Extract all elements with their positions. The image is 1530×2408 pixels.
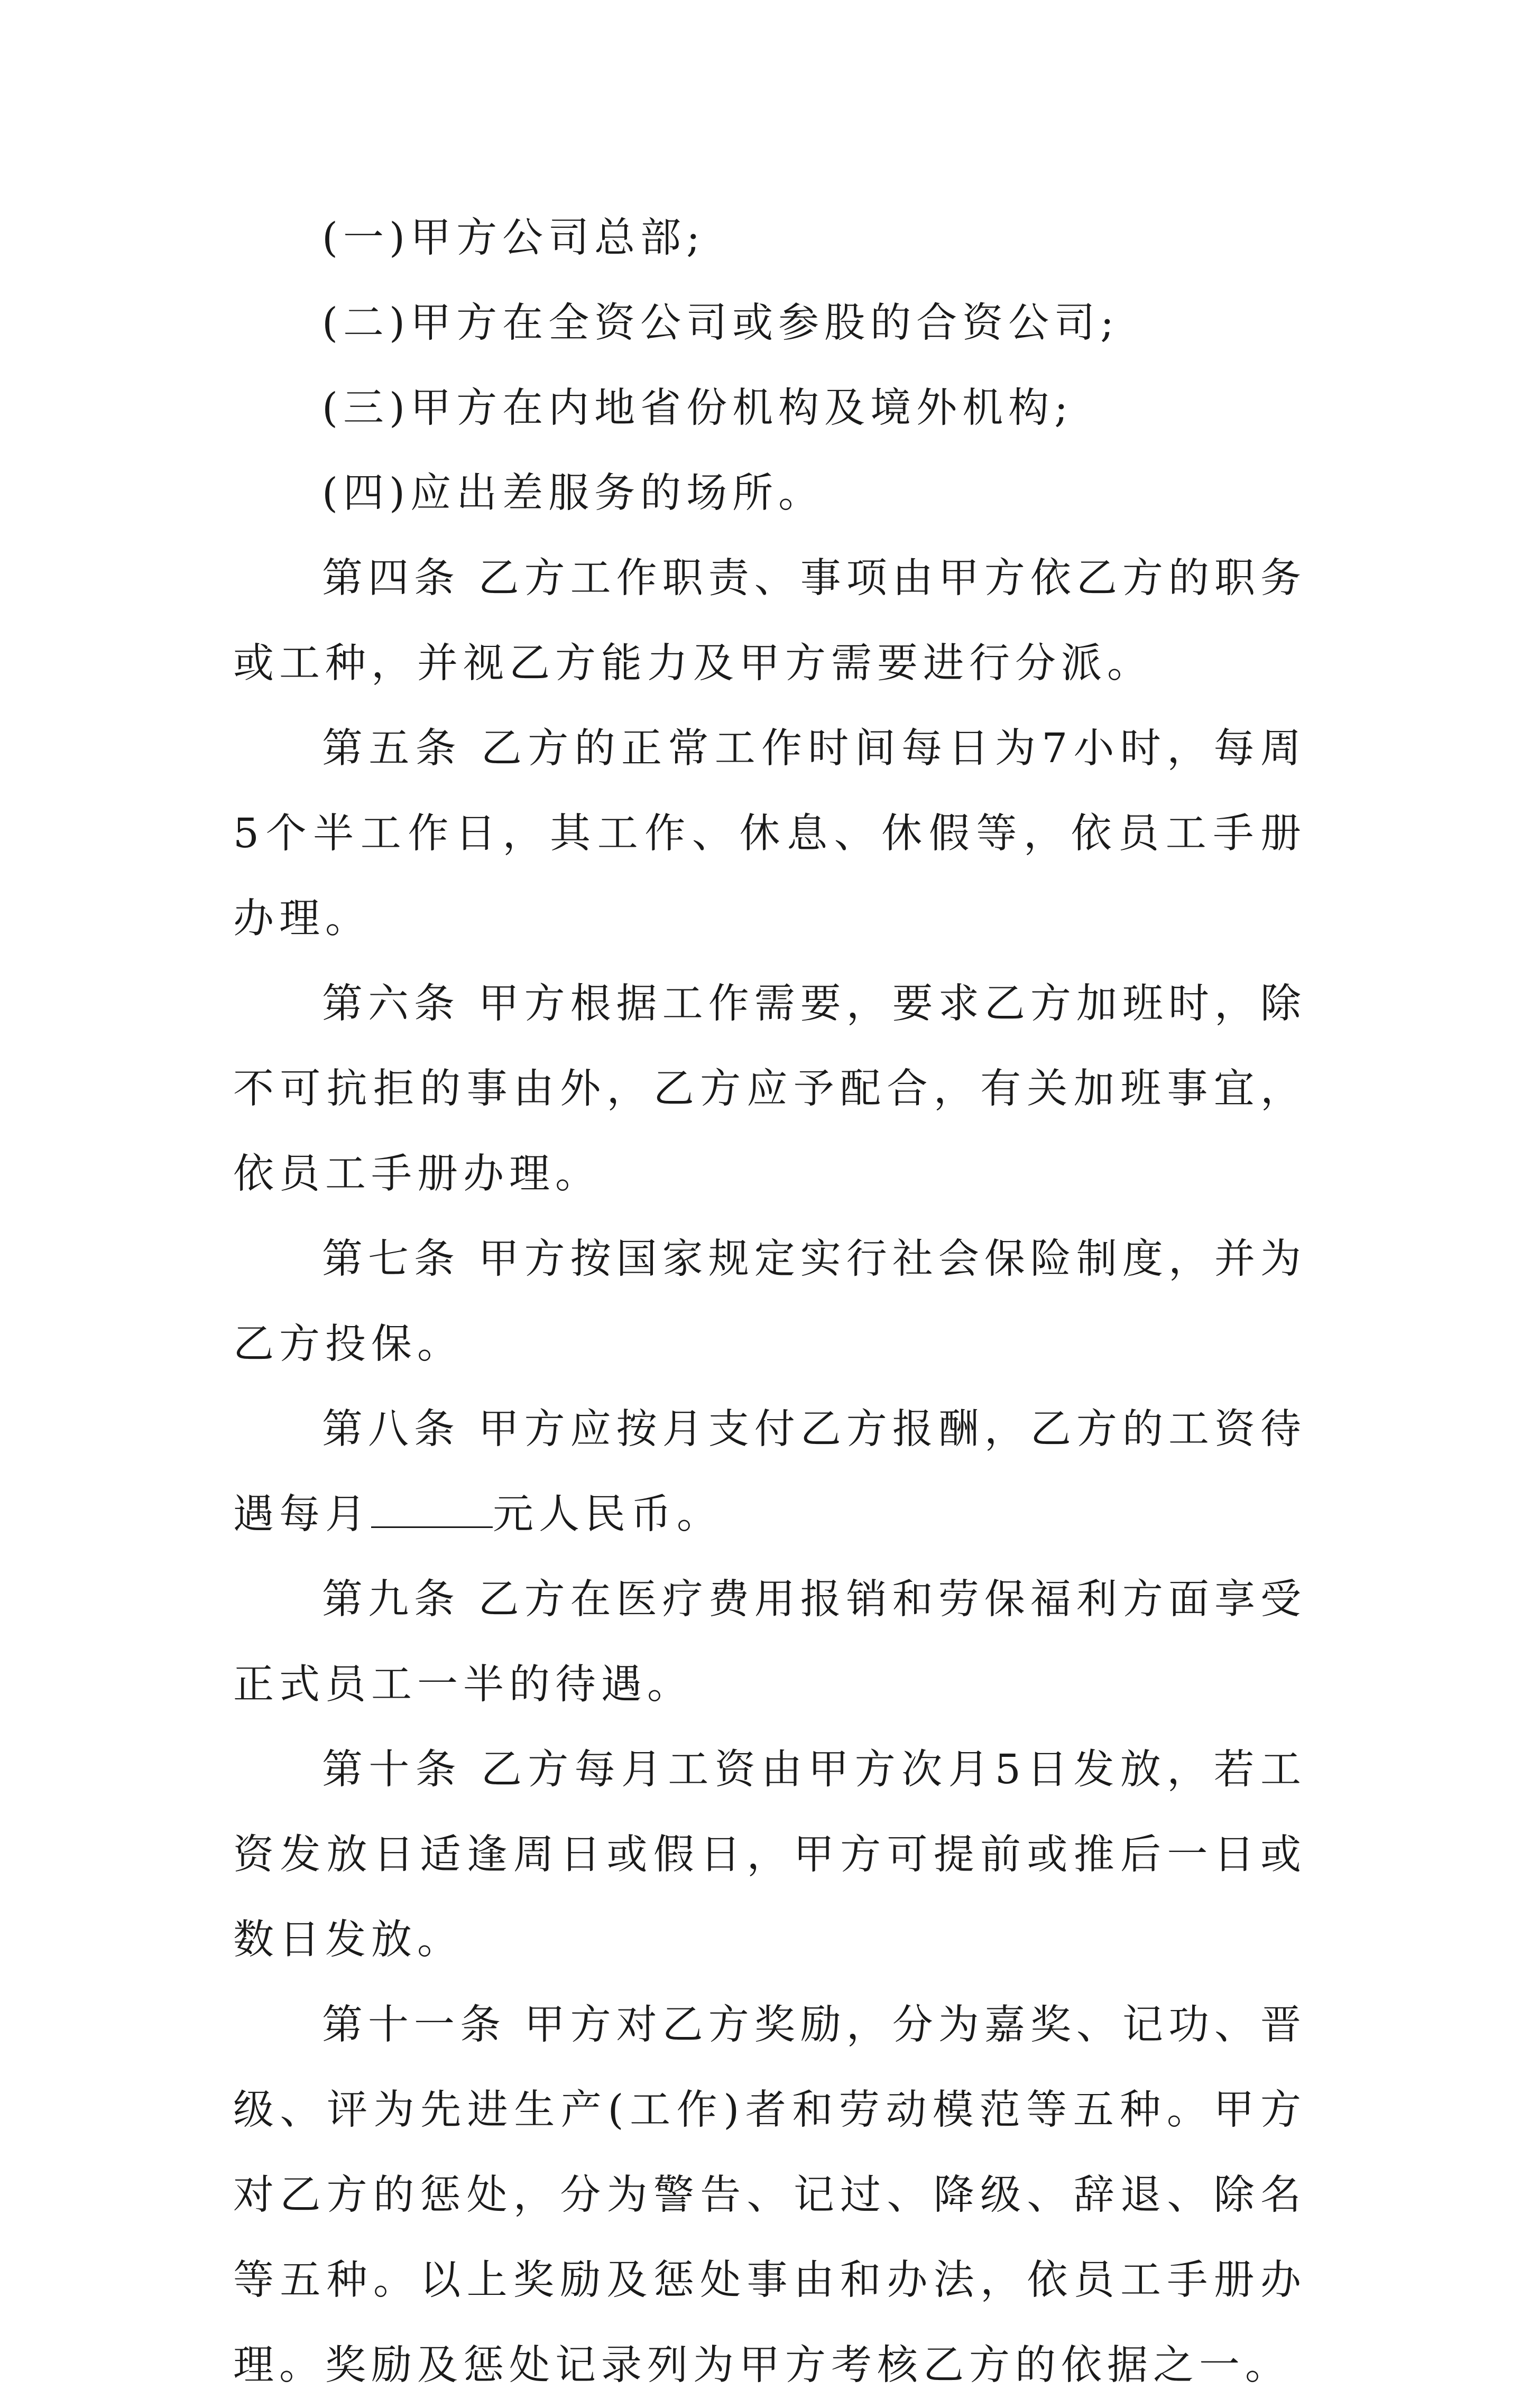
article-8-text: 第八条 甲方应按月支付乙方报酬，乙方的工资待遇每月 [233, 1406, 1306, 1538]
article-7: 第七条 甲方按国家规定实行社会保险制度，并为乙方投保。 [233, 1236, 1306, 1368]
article-10: 第十条 乙方每月工资由甲方次月5日发放，若工资发放日适逢周日或假日，甲方可提前或推后一日或数日发放。 [233, 1746, 1306, 1964]
clause-item-1: (一)甲方公司总部; [322, 215, 706, 262]
salary-blank [371, 1489, 493, 1528]
article-4: 第四条 乙方工作职责、事项由甲方依乙方的职务或工种，并视乙方能力及甲方需要进行分派。 [233, 555, 1306, 687]
article-5: 第五条 乙方的正常工作时间每日为7小时，每周5个半工作日，其工作、休息、休假等，依员工手册办理。 [233, 725, 1306, 942]
article-6: 第六条 甲方根据工作需要，要求乙方加班时，除不可抗拒的事由外，乙方应予配合，有关加班事宜，依员工手册办理。 [233, 980, 1306, 1198]
clause-item-2: (二)甲方在全资公司或参股的合资公司; [322, 300, 1120, 347]
article-8-suffix: 元人民币。 [493, 1491, 723, 1538]
article-9: 第九条 乙方在医疗费用报销和劳保福利方面享受正式员工一半的待遇。 [233, 1576, 1306, 1708]
clause-item-3: (三)甲方在内地省份机构及境外机构; [322, 385, 1074, 432]
document-body [233, 196, 1306, 2408]
article-8 [233, 1387, 1306, 1557]
article-11: 第十一条 甲方对乙方奖励，分为嘉奖、记功、晋级、评为先进生产(工作)者和劳动模范等五种。甲方对乙方的惩处，分为警告、记过、降级、辞退、除名等五种。以上奖励及惩处事由和办法，依员工手册办理。奖励及惩处记录列为甲方考核乙方的依据之一。 [233, 2002, 1306, 2389]
clause-item-4: (四)应出差服务的场所。 [322, 470, 825, 517]
